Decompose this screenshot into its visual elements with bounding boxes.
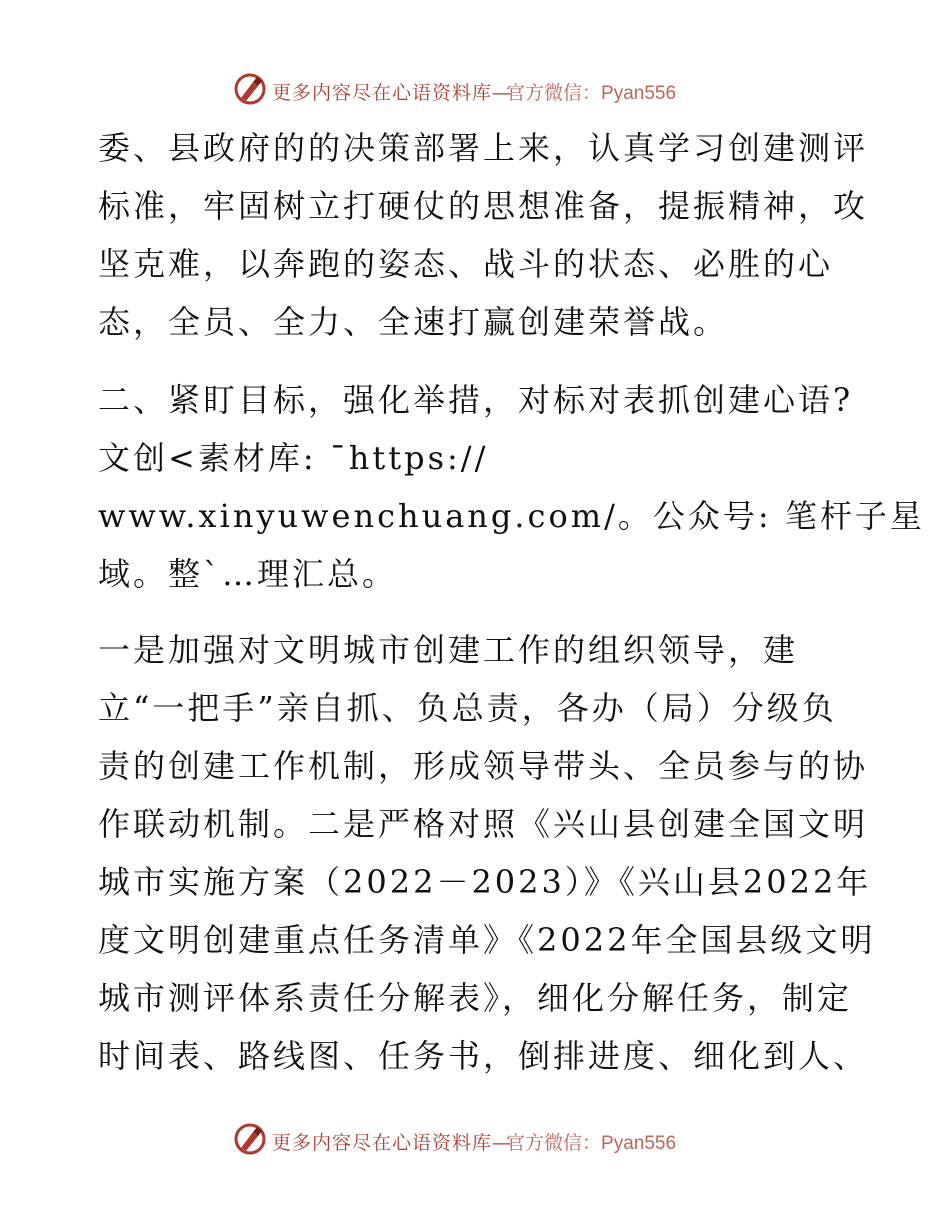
wechat-id: Pyan556 (601, 1133, 677, 1154)
text-line: 域。整`…理汇总。 (98, 555, 398, 593)
text-line: 一是加强对文明城市创建工作的组织领导，建 (98, 631, 799, 669)
text-line: 责的创建工作机制，形成领导带头、全员参与的协 (98, 747, 869, 785)
text-line: 度文明创建重点任务清单》《2022年全国县级文明 (98, 921, 876, 959)
text-line: www.xinyuwenchuang.com/。公众号: 笔杆子星 (98, 497, 925, 535)
pen-logo-icon (233, 1122, 267, 1156)
text-line: 城市实施方案（2022－2023）》《兴山县2022年 (98, 863, 872, 901)
text-line: 态，全员、全力、全速打赢创建荣誉战。 (98, 303, 729, 341)
text-line: 城市测评体系责任分解表》，细化分解任务，制定 (98, 979, 853, 1017)
text-line: 立“一把手”亲自抓、负总责，各办（局）分级负 (98, 689, 837, 727)
wechat-label: 官方微信： (506, 1132, 602, 1154)
text-line: 标准，牢固树立打硬仗的思想准备，提振精神，攻 (98, 187, 869, 225)
banner-title: 更多内容尽在心语资料库— (272, 82, 513, 104)
wechat-id: Pyan556 (601, 83, 677, 104)
text-line: 作联动机制。二是严格对照《兴山县创建全国文明 (98, 805, 869, 843)
banner-wechat (506, 1128, 676, 1155)
section-heading: 二、紧盯目标，强化举措，对标对表抓创建心语? (98, 381, 854, 419)
pen-logo-icon (233, 72, 267, 106)
footer-banner (0, 1120, 950, 1160)
text-line: 文创<素材库: ¯https:// (98, 439, 489, 477)
text-line: 委、县政府的的决策部署上来，认真学习创建测评 (98, 129, 869, 167)
banner-wechat (506, 78, 676, 105)
text-line: 坚克难，以奔跑的姿态、战斗的状态、必胜的心 (98, 245, 834, 283)
wechat-label: 官方微信： (506, 82, 602, 104)
banner-title: 更多内容尽在心语资料库— (272, 1132, 513, 1154)
header-banner (0, 70, 950, 110)
text-line: 时间表、路线图、任务书，倒排进度、细化到人、 (98, 1037, 869, 1075)
